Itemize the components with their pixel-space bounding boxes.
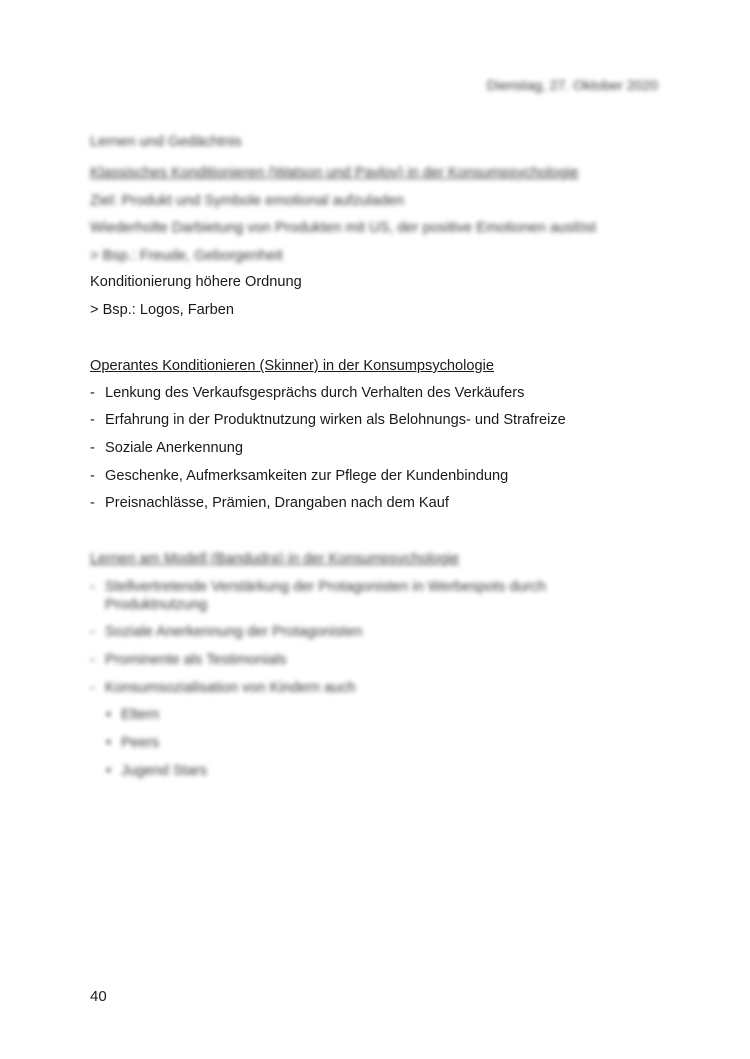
section1-line: Wiederholte Darbietung von Produkten mit US, der positive Emotionen auslöst bbox=[90, 220, 597, 236]
list-item: - Stellvertretende Verstärkung der Protagonisten in Werbespots durch bbox=[90, 579, 547, 595]
list-item-continuation: Produktnutzung bbox=[105, 597, 208, 613]
section3-heading: Lernen am Modell (Bandudra) in der Konsumpsychologie bbox=[90, 551, 460, 567]
section1-line: > Bsp.: Freude, Geborgenheit bbox=[90, 248, 283, 264]
list-item: - Lenkung des Verkaufsgesprächs durch Verhalten des Verkäufers bbox=[90, 385, 525, 401]
list-item: - Prominente als Testimonials bbox=[90, 652, 287, 668]
sub-list-item: • Jugend Stars bbox=[106, 763, 207, 779]
section1-line: Konditionierung höhere Ordnung bbox=[90, 274, 302, 290]
section1-line: > Bsp.: Logos, Farben bbox=[90, 302, 234, 318]
list-item: - Soziale Anerkennung bbox=[90, 440, 243, 456]
list-item: - Soziale Anerkennung der Protagonisten bbox=[90, 624, 363, 640]
page-number: 40 bbox=[90, 988, 107, 1005]
date-header: Dienstag, 27. Oktober 2020 bbox=[486, 77, 658, 93]
list-item: - Geschenke, Aufmerksamkeiten zur Pflege der Kundenbindung bbox=[90, 468, 509, 484]
list-item: - Preisnachlässe, Prämien, Drangaben nach dem Kauf bbox=[90, 495, 449, 511]
list-item: - Erfahrung in der Produktnutzung wirken als Belohnungs- und Strafreize bbox=[90, 412, 566, 428]
section2-heading: Operantes Konditionieren (Skinner) in der Konsumpsychologie bbox=[90, 358, 494, 374]
sub-list-item: • Eltern bbox=[106, 707, 160, 723]
section1-line: Ziel: Produkt und Symbole emotional aufzuladen bbox=[90, 193, 404, 209]
list-item: - Konsumsozialisation von Kindern auch bbox=[90, 680, 356, 696]
sub-list-item: • Peers bbox=[106, 735, 160, 751]
section1-subheading: Klassisches Konditionieren (Watson und Pavlov) in der Konsumpsychologie bbox=[90, 165, 579, 181]
section1-heading: Lernen und Gedächtnis bbox=[90, 134, 242, 150]
